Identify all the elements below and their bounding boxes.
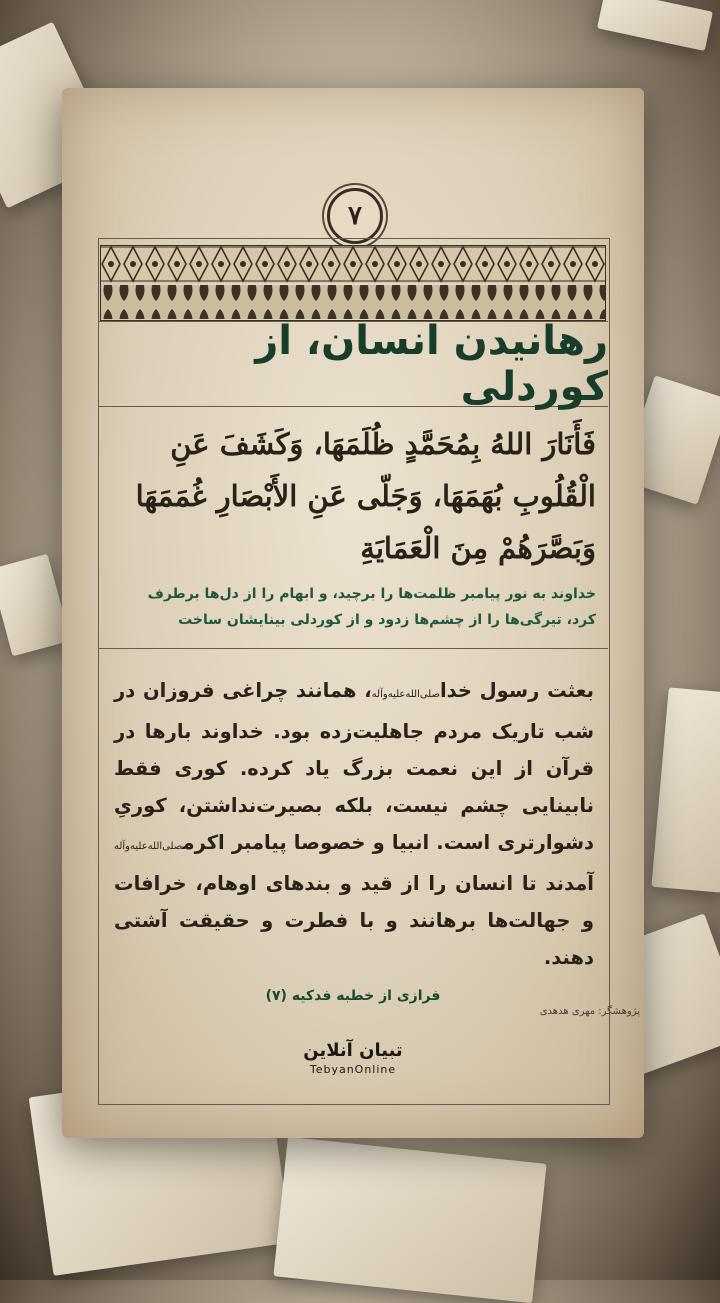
- arabic-quote: [110, 418, 596, 574]
- logo-text-en: TebyanOnline: [309, 1063, 397, 1076]
- translation-line: کرد، تیرگی‌ها را از چشم‌ها زدود و از کوردلی بینایشان ساخت: [178, 612, 596, 628]
- parchment-scroll: [62, 88, 644, 1138]
- source-caption: فرازی از خطبه فدکیه (۷): [265, 988, 441, 1004]
- body-part: بعثت رسول خدا: [439, 679, 595, 702]
- arabic-line: وَبَصَّرَهُمْ مِنَ الْعَمَايَةِ: [360, 531, 596, 565]
- tebyan-logo: [278, 1040, 428, 1076]
- honorific: صلی‌الله‌علیه‌وآله: [114, 841, 183, 852]
- flying-paper: [651, 687, 720, 892]
- researcher-credit: پژوهشگر: مهری هدهدی: [539, 1006, 640, 1017]
- badge-number: ۷: [348, 201, 362, 231]
- section-divider: [98, 648, 608, 649]
- flying-paper: [597, 0, 713, 51]
- arabic-line: الْقُلُوبِ بُهَمَهَا، وَجَلّى عَنِ الأَبْصَارِ غُمَمَهَا: [135, 479, 596, 513]
- body-part: ، همانند چراغی فروزان در شب تاریک مردم جاهلیت‌زده بود. خداوند بارها در قرآن از این نعمت بزرگ یاد کرده. کوری فقط نابینایی چشم نیست، بلکه بصیرت‌نداشتن، کوریِ دشوارتری است. انبیا و خصوصا پیامبر اکرم: [114, 679, 594, 854]
- body-paragraph: [114, 672, 594, 976]
- logo-text-fa: تبیان آنلاین: [303, 1040, 403, 1061]
- persian-translation: [110, 581, 596, 633]
- translation-line: خداوند به نور پیامبر ظلمت‌ها را برچید، و ابهام را از دل‌ها برطرف: [147, 586, 596, 602]
- body-part: آمدند تا انسان را از قید و بندهای اوهام، خرافات و جهالت‌ها برهانند و با فطرت و حقیقت آشتی دهند.: [114, 872, 594, 969]
- honorific: صلی‌الله‌علیه‌وآله: [371, 689, 440, 700]
- flying-paper: [273, 1137, 546, 1303]
- title-box: [98, 318, 608, 410]
- arabic-line: فَأَنَارَ اللهُ بِمُحَمَّدٍ ظُلَمَهَا، وَكَشَفَ عَنِ: [170, 427, 596, 461]
- flying-paper: [0, 554, 71, 656]
- number-badge: [327, 188, 383, 244]
- page-title: رهانیدن انسان، از کوردلی: [255, 318, 608, 410]
- ornament-border: [100, 245, 606, 321]
